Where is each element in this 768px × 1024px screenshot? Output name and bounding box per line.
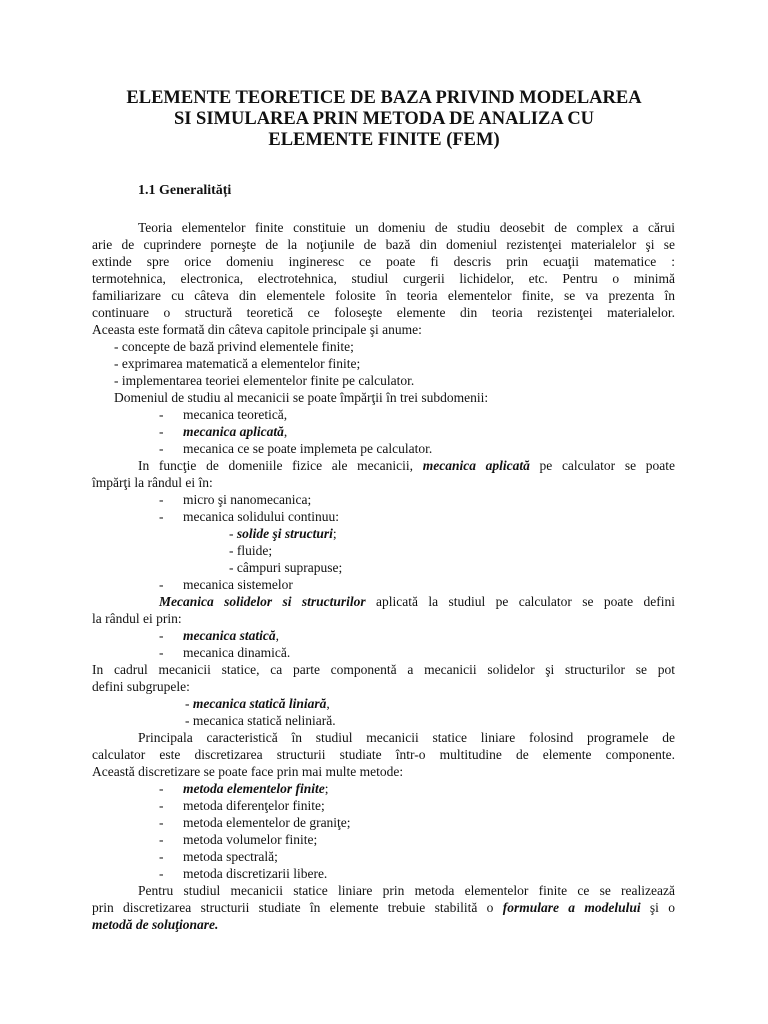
list-item: - exprimarea matematică a elementelor finite; (114, 356, 361, 371)
list-dash: - (159, 781, 164, 796)
list-dash: - (159, 628, 164, 643)
paragraph-line: familiarizare cu câteva din elementele folosite în teoria elementelor finite, se va prezenta în (92, 288, 675, 303)
paragraph-line: extinde spre orice domeniu ingineresc ce poate fi descris prin ecuaţii matematice : (92, 254, 675, 269)
paragraph-line: împărţi la rândul ei în: (92, 475, 213, 490)
list-item: - mecanica statică liniară, (185, 696, 330, 711)
paragraph-line: Principala caracteristică în studiul mecanicii statice liniare folosind programele de (138, 730, 675, 745)
paragraph-line: la rândul ei prin: (92, 611, 182, 626)
paragraph-line: Teoria elementelor finite constituie un domeniu de studiu deosebit de complex a cărui (138, 220, 675, 235)
list-dash: - (159, 407, 164, 422)
title-line-3: ELEMENTE FINITE (FEM) (268, 130, 500, 150)
list-item: - metoda elementelor de graniţe; (159, 815, 351, 830)
list-dash: - (159, 866, 164, 881)
paragraph-line: calculator este discretizarea structurii studiate într-o multitudine de elemente componente. (92, 747, 675, 762)
paragraph-line: continuare o structură teoretică ce foloseşte elemente din teoria rezistenţei materialelor. (92, 305, 675, 320)
paragraph-line: Aceasta este formată din câteva capitole principale şi anume: (92, 322, 422, 337)
section-heading: 1.1 Generalități (138, 183, 232, 198)
list-dash: - (159, 645, 164, 660)
sub-list-item: - câmpuri suprapuse; (229, 560, 343, 575)
paragraph-line: Pentru studiul mecanicii statice liniare prin metoda elementelor finite ce se realizează (138, 883, 675, 898)
list-item: - mecanica dinamică. (159, 645, 291, 660)
list-item: - mecanica statică, (159, 628, 279, 643)
list-dash: - (159, 849, 164, 864)
paragraph-line: In funcţie de domeniile fizice ale mecanicii, mecanica aplicată pe calculator se poate (138, 458, 675, 473)
list-item: - implementarea teoriei elementelor finite pe calculator. (114, 373, 415, 388)
list-dash: - (159, 424, 164, 439)
list-dash: - (159, 832, 164, 847)
paragraph-line: metodă de soluţionare. (92, 917, 219, 932)
title-line-2: SI SIMULAREA PRIN METODA DE ANALIZA CU (173, 109, 595, 129)
list-item: - mecanica statică neliniară. (185, 713, 336, 728)
list-item: - metoda elementelor finite; (159, 781, 329, 796)
list-item: - metoda diferenţelor finite; (159, 798, 325, 813)
list-dash: - (159, 441, 164, 456)
list-dash: - (159, 815, 164, 830)
list-dash: - (159, 509, 164, 524)
paragraph-line: arie de cuprindere porneşte de la noţiunile de bază din domeniul rezistenţei materialelor şi se (92, 237, 675, 252)
list-dash: - (159, 577, 164, 592)
list-item: - micro şi nanomecanica; (159, 492, 312, 507)
list-item: - mecanica ce se poate implemeta pe calculator. (159, 441, 433, 456)
list-item: - concepte de bază privind elementele finite; (114, 339, 354, 354)
list-dash: - (159, 492, 164, 507)
paragraph-line: Această discretizare se poate face prin mai multe metode: (92, 764, 404, 779)
list-item: - mecanica aplicată, (159, 424, 288, 439)
list-item: - metoda volumelor finite; (159, 832, 318, 847)
paragraph-line: Domeniul de studiu al mecanicii se poate împărţii în trei subdomenii: (114, 390, 489, 405)
document-body (92, 219, 675, 933)
list-item: - mecanica solidului continuu: (159, 509, 339, 524)
sub-list-item: - fluide; (229, 543, 273, 558)
list-item: - mecanica teoretică, (159, 407, 288, 422)
list-item: - mecanica sistemelor (159, 577, 293, 592)
sub-list-item: - solide şi structuri; (229, 526, 337, 541)
document-title (60, 88, 708, 151)
list-item: - metoda spectrală; (159, 849, 278, 864)
title-line-1: ELEMENTE TEORETICE DE BAZA PRIVIND MODELAREA (126, 88, 642, 108)
paragraph-line: termotehnica, electronica, electrotehnica, studiul curgerii lichidelor, etc. Pentru o minimă (92, 271, 675, 286)
list-item: - metoda discretizarii libere. (159, 866, 328, 881)
paragraph-line: In cadrul mecanicii statice, ca parte componentă a mecanicii solidelor şi structurilor se pot (92, 662, 675, 677)
paragraph-line: Mecanica solidelor si structurilor aplicată la studiul pe calculator se poate defini (159, 594, 675, 609)
paragraph-line: defini subgrupele: (92, 679, 190, 694)
paragraph-line: prin discretizarea structurii studiate în elemente trebuie stabilită o formulare a modelului şi o (92, 900, 675, 915)
list-dash: - (159, 798, 164, 813)
